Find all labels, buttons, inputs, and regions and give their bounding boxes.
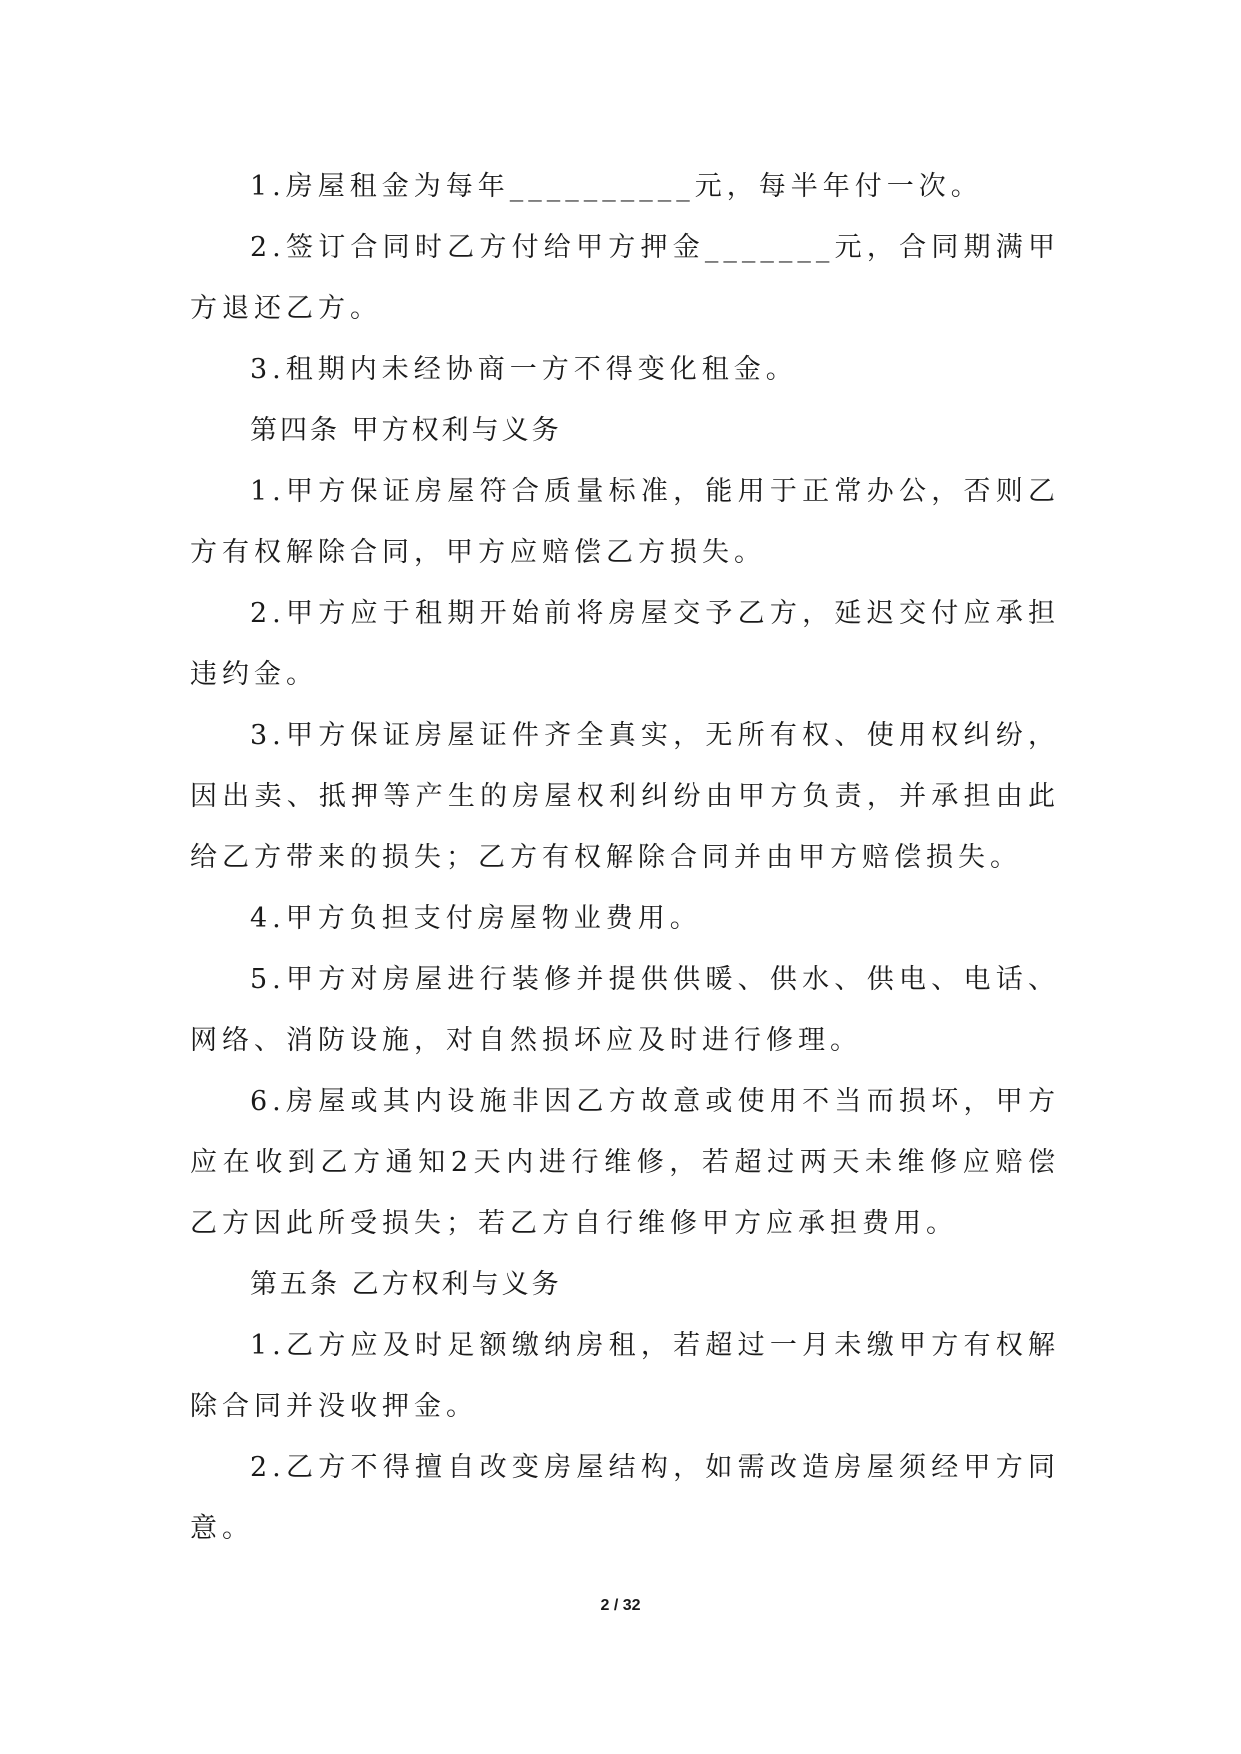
clause-rent-amount: 1.房屋租金为每年__________元，每半年付一次。 bbox=[250, 171, 983, 202]
clause-party-a-4: 4.甲方负担支付房屋物业费用。 bbox=[250, 903, 702, 934]
clause-party-a-6: 6.房屋或其内设施非因乙方故意或使用不当而损坏，甲方应在收到乙方通知2天内进行维修，若超过两天未维修应赔偿乙方因此所受损失；若乙方自行维修甲方应承担费用。 bbox=[190, 1086, 1060, 1239]
clause-party-a-5: 5.甲方对房屋进行装修并提供供暖、供水、供电、电话、网络、消防设施，对自然损坏应及时进行修理。 bbox=[190, 964, 1060, 1056]
clause-party-a-1: 1.甲方保证房屋符合质量标准，能用于正常办公，否则乙方有权解除合同，甲方应赔偿乙方损失。 bbox=[190, 476, 1060, 568]
page-number: 2 / 32 bbox=[600, 1597, 641, 1614]
clause-deposit: 2.签订合同时乙方付给甲方押金_______元，合同期满甲方退还乙方。 bbox=[190, 232, 1060, 324]
section-heading-article-4: 第四条 甲方权利与义务 bbox=[250, 415, 562, 446]
clause-party-b-2: 2.乙方不得擅自改变房屋结构，如需改造房屋须经甲方同意。 bbox=[190, 1452, 1060, 1544]
document-body bbox=[190, 156, 1060, 1559]
clause-party-b-1: 1.乙方应及时足额缴纳房租，若超过一月未缴甲方有权解除合同并没收押金。 bbox=[190, 1330, 1060, 1422]
clause-rent-change: 3.租期内未经协商一方不得变化租金。 bbox=[250, 354, 798, 385]
section-heading-article-5: 第五条 乙方权利与义务 bbox=[250, 1269, 562, 1300]
clause-party-a-3: 3.甲方保证房屋证件齐全真实，无所有权、使用权纠纷，因出卖、抵押等产生的房屋权利纠纷由甲方负责，并承担由此给乙方带来的损失；乙方有权解除合同并由甲方赔偿损失。 bbox=[190, 720, 1060, 873]
clause-party-a-2: 2.甲方应于租期开始前将房屋交予乙方，延迟交付应承担违约金。 bbox=[190, 598, 1060, 690]
